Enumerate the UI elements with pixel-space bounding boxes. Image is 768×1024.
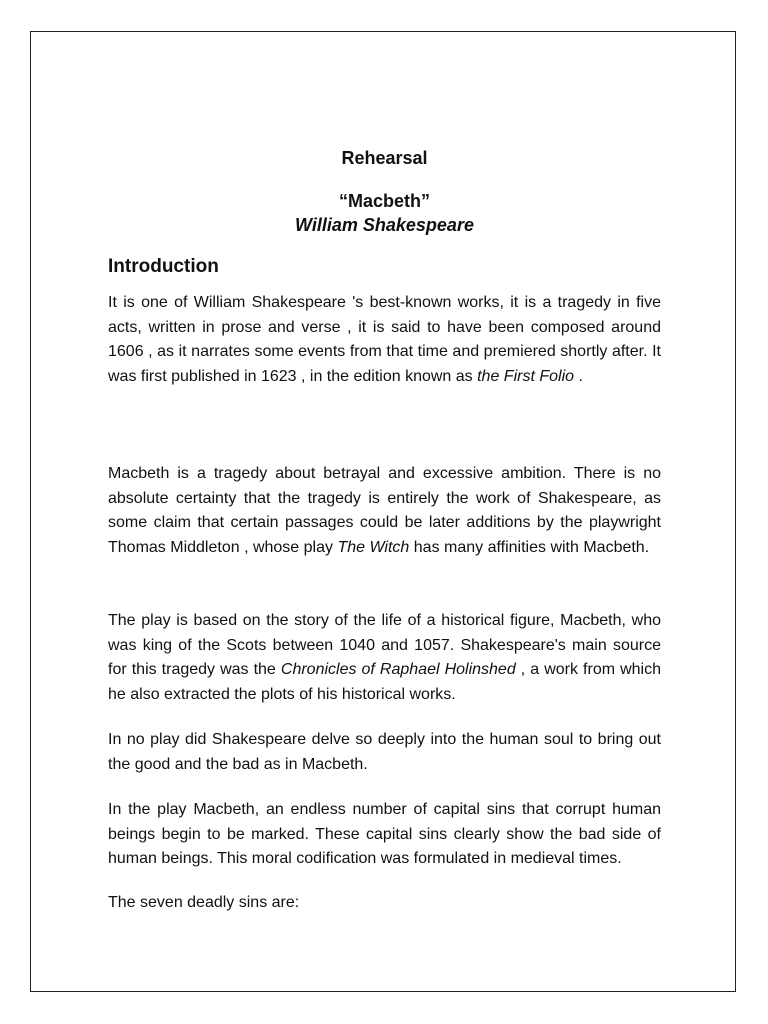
document-title: Rehearsal [341,148,428,168]
paragraph-2 [108,462,661,560]
paragraph-2-text-a: Macbeth is a tragedy about betrayal and excessive ambition. There is no absolute certainty that the tragedy is entirely the work of Shakespeare, as some claim that certain passages could be later additions by the playwright Thomas Middleton , whose play [108,465,661,556]
paragraph-3-italic: Chronicles of Raphael Holinshed [280,661,516,678]
play-title: “Macbeth” [338,191,430,211]
paragraph-6: The seven deadly sins are: [108,894,300,911]
paragraph-3 [108,609,661,707]
paragraph-4: In no play did Shakespeare delve so deeply into the human soul to bring out the good and the bad as in Macbeth. [108,731,661,773]
paragraph-2-italic: The Witch [337,538,410,556]
paragraph-1-text-a: It is one of William Shakespeare 's best-known works, it is a tragedy in five acts, written in prose and verse , it is said to have been composed around 1606 , as it narrates some events from that time and premiered shortly after. It was first published in 1623 , in the edition known as [108,294,661,385]
paragraph-5: In the play Macbeth, an endless number of capital sins that corrupt human beings begin to be marked. These capital sins clearly show the bad side of human beings. This moral codification was formulated in medieval times. [108,801,661,867]
paragraph-1-italic: the First Folio [477,367,575,385]
paragraph-1-text-b: . [574,367,583,385]
paragraph-2-text-b: has many affinities with Macbeth. [409,538,650,556]
paragraph-1 [108,291,661,389]
document-page [30,31,736,992]
author-name: William Shakespeare [295,215,474,235]
section-heading-introduction: Introduction [108,256,219,277]
paragraph-3-text-a: The play is based on the story of the life of a historical figure, Macbeth, who was king of the Scots between 1040 and 1057. Shakespeare's main source for this tragedy was the [108,612,661,678]
paragraph-3-text-b: , a work from which he also extracted the plots of his historical works. [108,661,662,703]
